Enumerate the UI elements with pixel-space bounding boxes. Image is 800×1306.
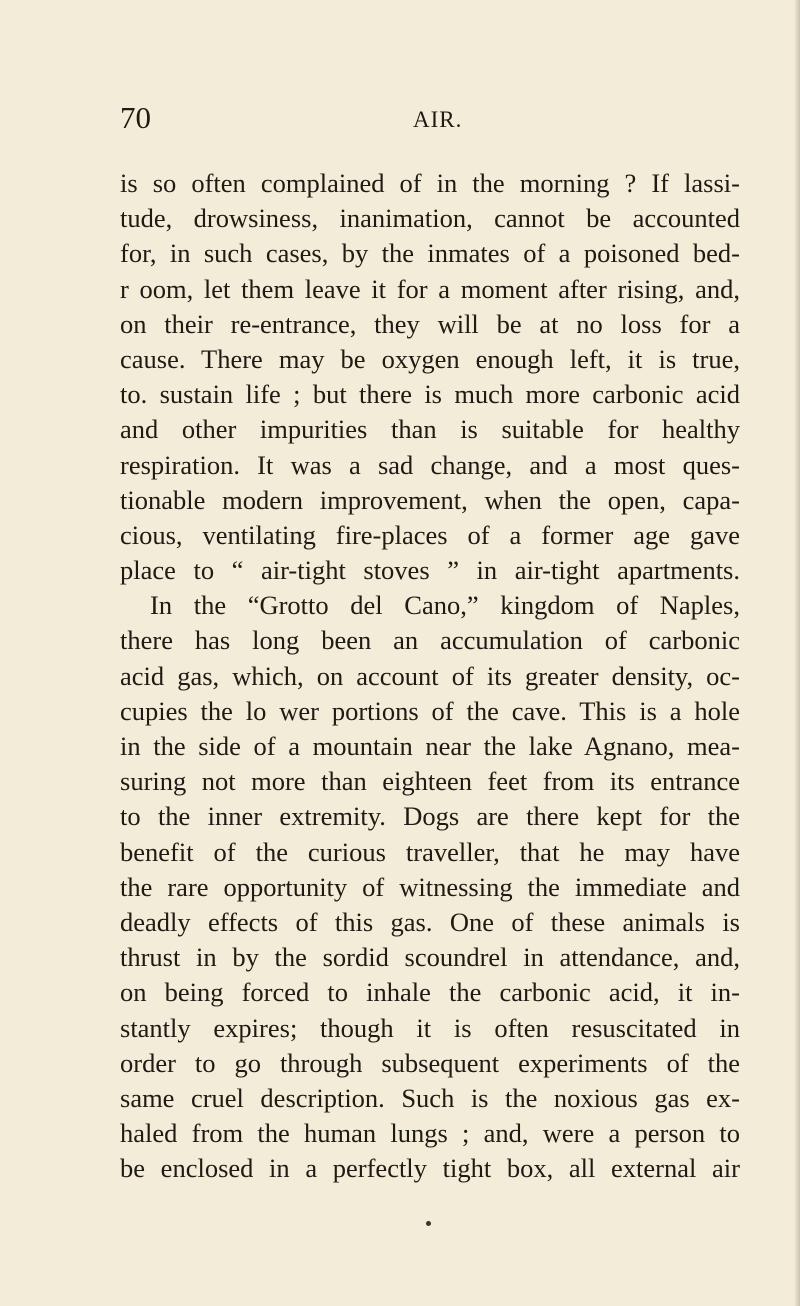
text-line: thrust in by the sordid scoundrel in attendance, and, — [120, 942, 740, 973]
ink-speck — [426, 1221, 431, 1226]
text-line: respiration. It was a sad change, and a most ques- — [120, 449, 740, 480]
text-line: in the side of a mountain near the lake Agnano, mea- — [120, 731, 740, 761]
text-line: cause. There may be oxygen enough left, it is true, — [120, 343, 740, 374]
text-line: and other impurities than is suitable for healthy — [120, 414, 740, 445]
text-line: for, in such cases, by the inmates of a poisoned bed- — [120, 238, 740, 269]
text-line: In the “Grotto del Cano,” kingdom of Naples, — [150, 590, 740, 621]
text-line: to. sustain life ; but there is much more carbonic acid — [120, 379, 740, 410]
text-line: same cruel description. Such is the noxious gas ex- — [120, 1082, 740, 1113]
text-line: to the inner extremity. Dogs are there kept for the — [120, 801, 740, 832]
text-line: r oom, let them leave it for a moment after rising, and, — [120, 273, 740, 304]
text-line: order to go through subsequent experiments of the — [120, 1047, 740, 1078]
text-line: tude, drowsiness, inanimation, cannot be accounted — [120, 203, 740, 234]
running-head: AIR. — [413, 107, 463, 132]
text-line: is so often complained of in the morning ? If lassi- — [120, 168, 740, 198]
text-line: tionable modern improvement, when the open, capa- — [120, 484, 740, 515]
text-line: cupies the lo wer portions of the cave. This is a hole — [120, 695, 740, 726]
text-line: cious, ventilating fire-places of a former age gave — [120, 519, 740, 550]
page-edge — [794, 0, 800, 1306]
text-line: deadly effects of this gas. One of these animals is — [120, 906, 740, 937]
body-text — [120, 166, 740, 1186]
text-line: on their re-entrance, they will be at no loss for a — [120, 308, 740, 339]
text-line: suring not more than eighteen feet from its entrance — [120, 766, 740, 797]
text-line: haled from the human lungs ; and, were a person to — [120, 1118, 740, 1149]
page-header — [120, 98, 740, 138]
text-line: benefit of the curious traveller, that he may have — [120, 836, 740, 867]
text-line: there has long been an accumulation of carbonic — [120, 625, 740, 656]
text-line: the rare opportunity of witnessing the immediate and — [120, 871, 740, 902]
text-line: stantly expires; though it is often resuscitated in — [120, 1012, 740, 1043]
text-line: on being forced to inhale the carbonic acid, it in- — [120, 977, 740, 1008]
page-number: 70 — [120, 100, 151, 135]
text-line: place to “ air-tight stoves ” in air-tight apartments. — [120, 555, 740, 586]
text-line: acid gas, which, on account of its greater density, oc- — [120, 660, 740, 691]
text-line: be enclosed in a perfectly tight box, all external air — [120, 1153, 740, 1184]
